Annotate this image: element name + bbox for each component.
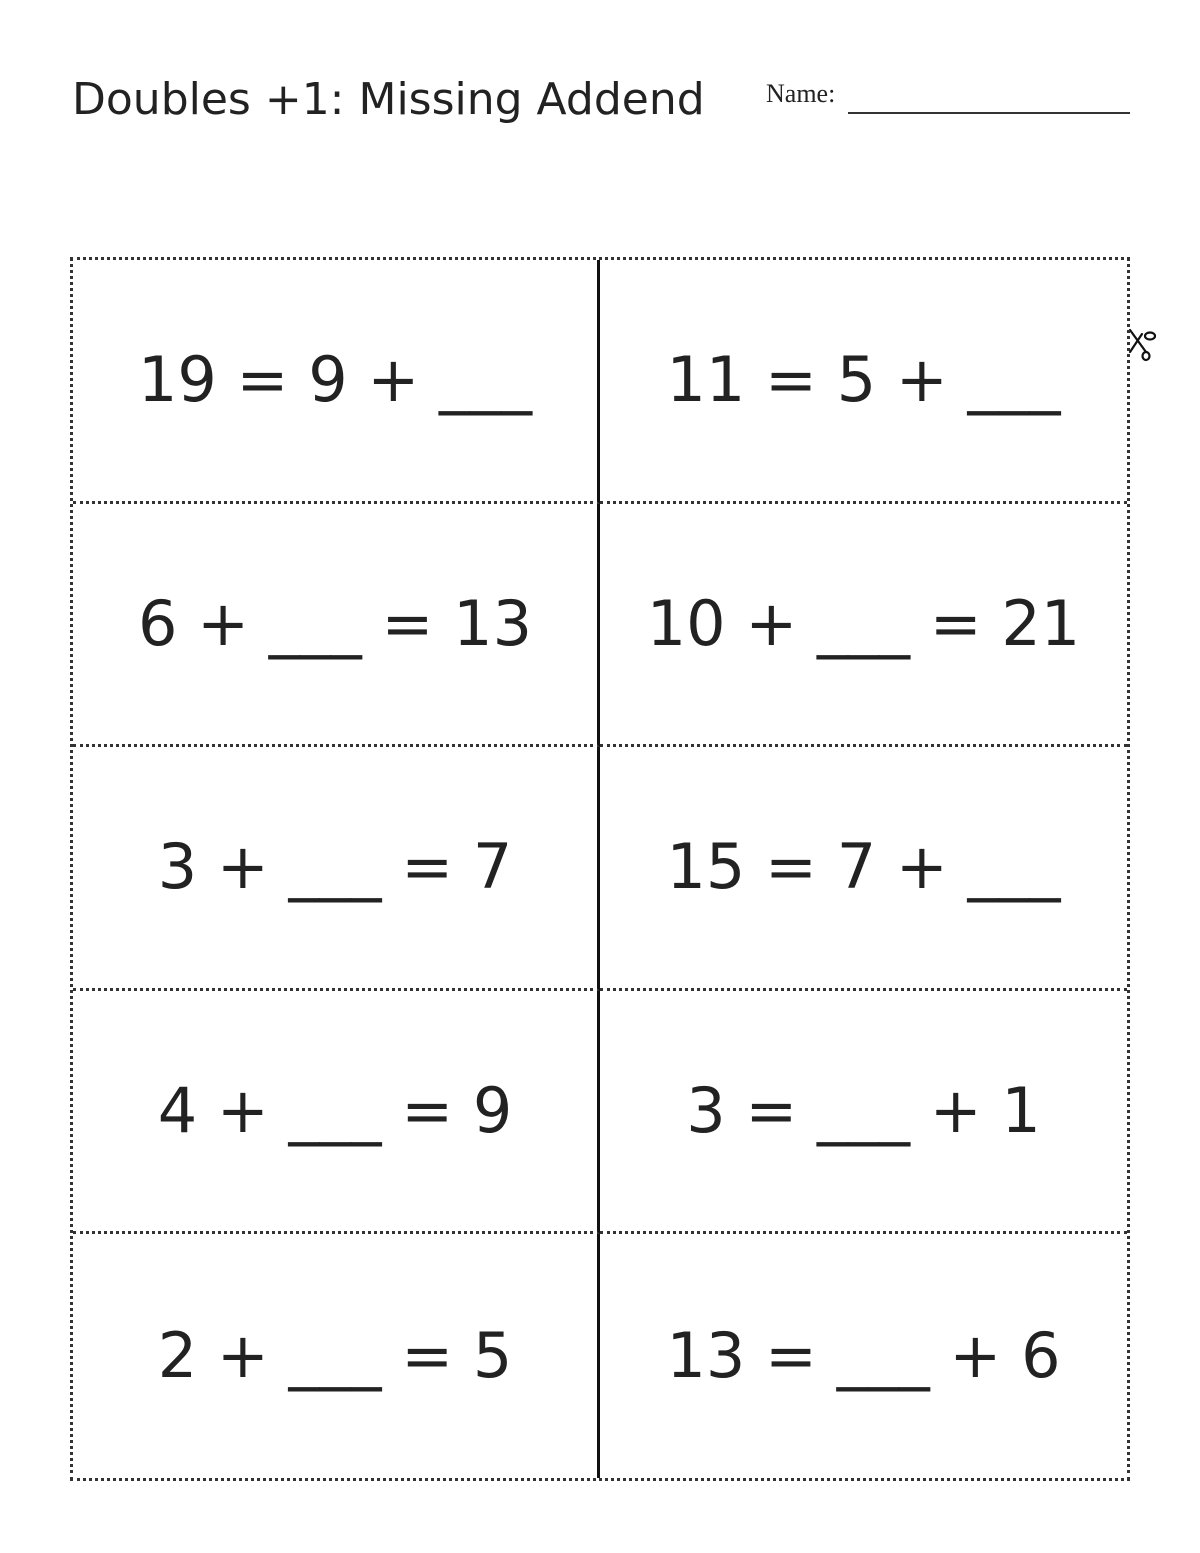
- problem-card: [600, 747, 1127, 991]
- problem-card: [600, 991, 1127, 1235]
- equation-text: 6 + ___ = 13: [137, 586, 533, 660]
- equation-text: 3 + ___ = 7: [157, 830, 513, 904]
- problem-card: [73, 747, 600, 991]
- problem-card: [73, 504, 600, 748]
- equation-text: 13 = ___ + 6: [666, 1319, 1061, 1393]
- equation-text: 3 = ___ + 1: [686, 1074, 1041, 1148]
- problem-card: [73, 991, 600, 1235]
- name-field[interactable]: [766, 78, 1130, 118]
- problem-card: [600, 504, 1127, 748]
- equation-text: 11 = 5 + ___: [666, 343, 1061, 417]
- name-label: Name:: [766, 79, 836, 108]
- equation-text: 4 + ___ = 9: [157, 1074, 513, 1148]
- equation-text: 15 = 7 + ___: [666, 830, 1061, 904]
- problem-card: [73, 260, 600, 504]
- problem-card: [600, 260, 1127, 504]
- problem-card-grid: [70, 257, 1130, 1481]
- equation-text: 10 + ___ = 21: [646, 586, 1081, 660]
- equation-text: 19 = 9 + ___: [137, 343, 533, 417]
- worksheet-title: Doubles +1: Missing Addend: [72, 74, 705, 125]
- name-underline[interactable]: [848, 112, 1130, 114]
- problem-card: [600, 1234, 1127, 1478]
- equation-text: 2 + ___ = 5: [157, 1319, 513, 1393]
- problem-card: [73, 1234, 600, 1478]
